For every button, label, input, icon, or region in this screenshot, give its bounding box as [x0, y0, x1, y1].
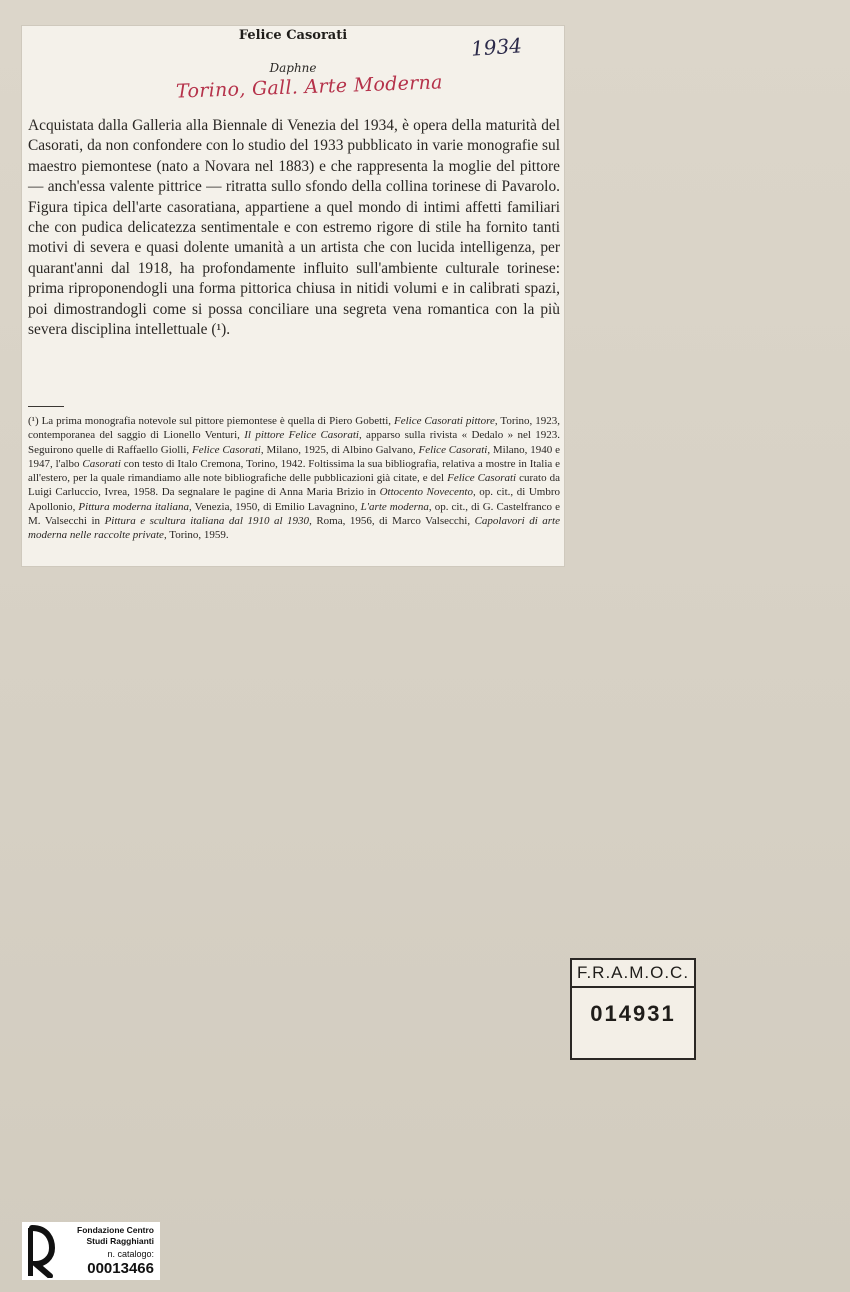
footnote-title: Pittura moderna italiana — [78, 500, 190, 513]
footnote-title: Pittura e scultura italiana dal 1910 al 1930 — [104, 515, 310, 528]
footnote-title: Casorati — [82, 457, 121, 470]
footnote-title: Il pittore Felice Casorati — [244, 429, 359, 442]
footnote-title: Ottocento Novecento — [379, 486, 473, 499]
footnote-text: , Torino, 1923, contemporanea del saggio di Lionello Venturi, — [28, 415, 561, 442]
catalog-label-line2: Studi Ragghianti — [86, 1236, 154, 1246]
footnote-text: , Milano, 1940 e 1947, l'albo — [28, 443, 560, 470]
artist-name: Felice Casorati — [238, 28, 348, 43]
framoc-stamp — [570, 958, 696, 1060]
catalog-label-line1: Fondazione Centro — [77, 1225, 154, 1235]
footnote-text: con testo di Italo Cremona, Torino, 1942. Foltissima la sua bibliografia, relativa a mostre in Italia e all'estero, per la quale rimandiamo alle note bibliografiche delle pubblicazioni già citate, e del — [28, 457, 560, 485]
footnote-text: , Roma, 1956, di Marco Valsecchi, — [309, 515, 475, 528]
footnote-text: , Venezia, 1950, di Emilio Lavagnino, — [189, 500, 361, 513]
printed-clipping — [22, 26, 564, 566]
footnote-title: Felice Casorati — [192, 443, 261, 456]
catalog-label — [22, 1222, 160, 1280]
artwork-title: Daphne — [269, 61, 317, 75]
footnote-title: Capolavori di arte moderna nelle raccolte private — [28, 515, 560, 542]
footnote-divider — [28, 406, 64, 407]
foundation-logo-icon — [26, 1224, 56, 1278]
handwritten-year: 1934 — [470, 33, 523, 61]
stamp-number: 014931 — [590, 1001, 676, 1026]
footnote-text: curato da Luigi Carluccio, Ivrea, 1958. Da segnalare le pagine di Anna Maria Brizio in — [28, 472, 560, 499]
description-text: Acquistata dalla Galleria alla Biennale di Venezia del 1934, è opera della maturità del Casorati, da non confondere con lo studio del 1933 pubblicato in varie monografie sul maestro piemontese (nato a Novara nel 1883) e che rappresenta la moglie del pittore — anch'essa valente pittrice — ritratta sullo sfondo della collina torinese di Pavarolo. Figura tipica dell'arte casoratiana, appartiene a quel mondo di intimi affetti familiari che con pudica delicatezza sentimentale e con estremo rigore di stile ha fornito tanti motivi di severa e quasi dolente umanità a un artista che con lucida intelligenza, per quarant'anni dal 1918, ha profondamente influito sull'ambiente culturale torinese: prima riproponendogli una forma pittorica chiusa in nitidi volumi e in calibrati spazi, poi dimostrandogli come si possa conciliare una segreta vena romantica con la più severa disciplina intellettuale (¹). — [28, 117, 560, 339]
handwritten-location: Torino, Gall. Arte Moderna — [175, 71, 444, 103]
footnote-text: (¹) La prima monografia notevole sul pittore piemontese è quella di Piero Gobetti, — [28, 415, 394, 427]
catalog-label-line3: n. catalogo: — [107, 1249, 154, 1259]
footnote-title: Felice Casorati pittore — [393, 415, 495, 427]
footnote-title: L'arte moderna — [360, 500, 429, 513]
stamp-header: F.R.A.M.O.C. — [572, 960, 694, 988]
footnote-text: , apparso sulla rivista « Dedalo » nel 1923. Seguirono quelle di Raffaello Giolli, — [28, 429, 560, 456]
catalog-number: 00013466 — [87, 1260, 154, 1277]
footnote — [28, 414, 560, 543]
footnote-text: , Torino, 1959. — [163, 529, 229, 542]
footnote-title: Felice Casorati — [418, 443, 488, 456]
footnote-text: , op. cit., di Umbro Apollonio, — [28, 486, 560, 513]
footnote-text: , op. cit., di G. Castelfranco e M. Valsecchi in — [28, 500, 560, 528]
footnote-text: , Milano, 1925, di Albino Galvano, — [260, 443, 419, 456]
footnote-title: Felice Casorati — [447, 472, 517, 485]
